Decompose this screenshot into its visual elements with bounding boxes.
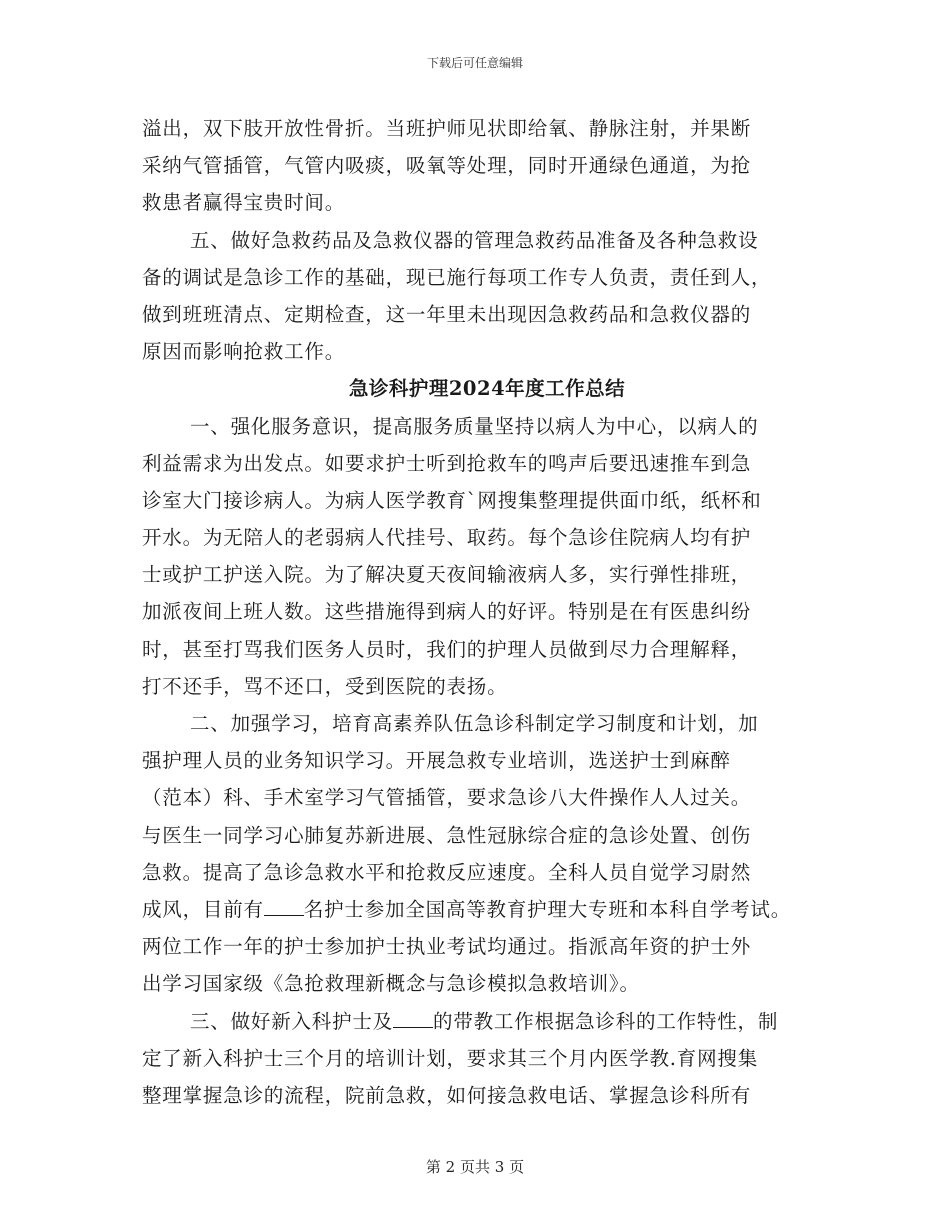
text-line: 诊室大门接诊病人。为病人医学教育`网搜集整理提供面巾纸，纸杯和 [142, 488, 762, 512]
document-body [142, 110, 822, 1114]
text-segment: 名护士参加全国高等教育护理大专班和本科自学考试。 [303, 897, 792, 921]
text-line: 打不还手，骂不还口，受到医院的表扬。 [142, 674, 508, 698]
text-line-with-blank [142, 891, 822, 928]
paragraph-start-line: 五、做好急救药品及急救仪器的管理急救药品准备及各种急救设 [190, 228, 759, 252]
text-line: 采纳气管插管，气管内吸痰，吸氧等处理，同时开通绿色通道，为抢 [142, 154, 752, 178]
text-line: 加派夜间上班人数。这些措施得到病人的好评。特别是在有医患纠纷 [142, 600, 752, 624]
text-line: 备的调试是急诊工作的基础，现已施行每项工作专人负责，责任到人， [142, 265, 772, 289]
section-heading: 急诊科护理2024年度工作总结 [348, 377, 626, 401]
fill-in-blank [264, 895, 304, 916]
text-line: 定了新入科护士三个月的培训计划，要求其三个月内医学教.育网搜集 [142, 1046, 758, 1070]
paragraph-start-line-with-blank [142, 1003, 822, 1040]
text-line: 士或护工护送入院。为了解决夏天夜间输液病人多，实行弹性排班， [142, 563, 752, 587]
text-line: 利益需求为出发点。如要求护士听到抢救车的鸣声后要迅速推车到急 [142, 451, 752, 475]
text-line: 两位工作一年的护士参加护士执业考试均通过。指派高年资的护士外 [142, 935, 752, 959]
text-segment: 三、做好新入科护士及 [190, 1009, 394, 1033]
text-line: 做到班班清点、定期检查，这一年里未出现因急救药品和急救仪器的 [142, 302, 752, 326]
text-line: 时，甚至打骂我们医务人员时，我们的护理人员做到尽力合理解释， [142, 637, 752, 661]
page-number: 第 2 页共 3 页 [425, 1158, 525, 1176]
text-line: 开水。为无陪人的老弱病人代挂号、取药。每个急诊住院病人均有护 [142, 526, 752, 550]
text-segment: 的带教工作根据急诊科的工作特性，制 [433, 1009, 779, 1033]
page-header: 下载后可任意编辑 [426, 56, 523, 70]
text-segment: 成风，目前有 [142, 897, 264, 921]
text-line: 与医生一同学习心肺复苏新进展、急性冠脉综合症的急诊处置、创伤 [142, 823, 752, 847]
text-line: 整理掌握急诊的流程，院前急救，如何接急救电话、掌握急诊科所有 [142, 1083, 752, 1107]
text-line: 急救。提高了急诊急救水平和抢救反应速度。全科人员自觉学习尉然 [142, 860, 752, 884]
text-line: 溢出，双下肢开放性骨折。当班护师见状即给氧、静脉注射，并果断 [142, 117, 752, 140]
text-line: 出学习国家级《急抢救理新概念与急诊模拟急救培训》。 [142, 972, 640, 996]
text-line: 强护理人员的业务知识学习。开展急救专业培训，选送护士到麻醉 [142, 749, 731, 773]
paragraph-start-line: 一、强化服务意识，提高服务质量坚持以病人为中心，以病人的 [190, 414, 759, 438]
text-line: （范本）科、手术室学习气管插管，要求急诊八大件操作人人过关。 [142, 786, 752, 810]
paragraph-start-line: 二、加强学习，培育高素养队伍急诊科制定学习制度和计划，加 [190, 712, 759, 735]
text-line: 原因而影响抢救工作。 [142, 340, 346, 364]
text-line: 救患者赢得宝贵时间。 [142, 191, 346, 215]
fill-in-blank [393, 1007, 433, 1028]
